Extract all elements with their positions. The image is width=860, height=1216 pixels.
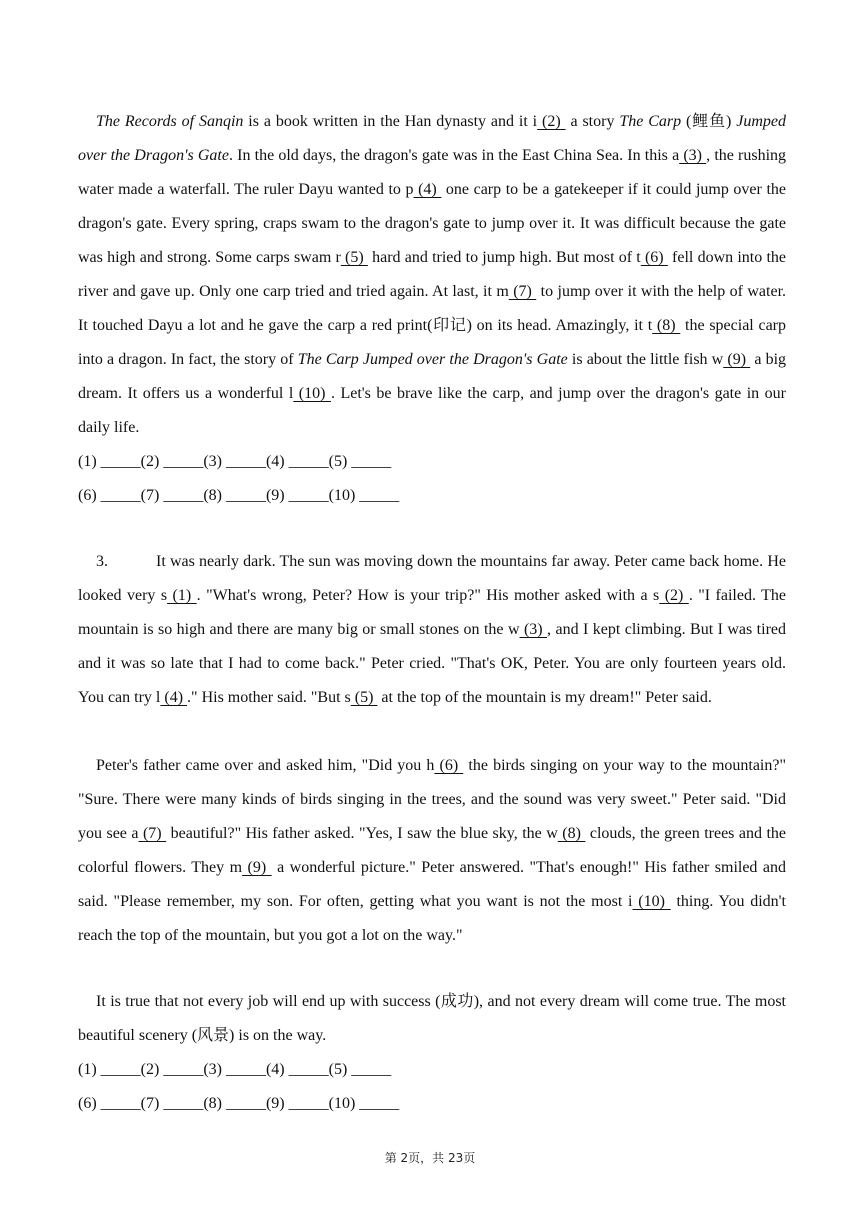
text-run: to jump over it with the help of water. It touched Dayu a lot and he gave the carp a red print(印记) on its head. Amazingly, it t	[78, 283, 787, 334]
text-run: , and I kept climbing. But I was tired and it was so late that I had to come back." Peter cried. "That's OK, Peter. You are only fourteen years old. You can try l	[78, 621, 787, 706]
passage-2-answer-line-1: (1) _____(2) _____(3) _____(4) _____(5) _____	[78, 453, 392, 470]
text-run: . "I failed. The mountain is so high and there are many big or small stones on the w	[78, 587, 787, 638]
answer-blank: (2)	[659, 587, 689, 604]
passage-3-answer-line-2: (6) _____(7) _____(8) _____(9) _____(10) _____	[78, 1095, 400, 1112]
question-number: 3.	[96, 553, 108, 570]
answer-blank: (7)	[138, 825, 167, 842]
answer-blank: (10)	[293, 385, 331, 402]
answer-blank: (8)	[557, 825, 586, 842]
text-run: clouds, the green trees and the colorful flowers. They m	[78, 825, 787, 876]
text-run: beautiful?" His father asked. "Yes, I saw the blue sky, the w	[166, 825, 558, 842]
text-run: the birds singing on your way to the mountain?" "Sure. There were many kinds of birds singing in the trees, and the sound was very sweet." Peter said. "Did you see a	[78, 757, 787, 842]
answer-blank: (7)	[508, 283, 537, 300]
passage-2-paragraph	[78, 105, 786, 445]
answer-blank: (3)	[679, 147, 707, 164]
answer-blank: (5)	[340, 249, 368, 266]
text-run: thing. You didn't reach the top of the mountain, but you got a lot on the way."	[78, 893, 787, 944]
text-run: one carp to be a gatekeeper if it could jump over the dragon's gate. Every spring, craps swam to the dragon's gate to jump over it. It was difficult because the gate was high and strong. Some carps swam r	[78, 181, 786, 266]
text-run: a wonderful picture." Peter answered. "That's enough!" His father smiled and said. "Please remember, my son. For often, getting what you want is not the most i	[78, 859, 786, 910]
text-run: hard and tried to jump high. But most of t	[367, 249, 641, 266]
text-run: . In the old days, the dragon's gate was in the East China Sea. In this a	[228, 147, 680, 164]
answer-blank: (2)	[537, 113, 566, 130]
text-run: . "What's wrong, Peter? How is your trip?" His mother asked with a s	[196, 587, 660, 604]
text-run: the special carp into a dragon. In fact, the story of	[78, 317, 787, 368]
text-run: . Let's be brave like the carp, and jump over the dragon's gate in our daily life.	[78, 385, 786, 436]
text-run: It is true that not every job will end up with success (成功), and not every dream will come true. The most beautiful scenery (风景) is on the way.	[78, 993, 786, 1044]
passage-3-text-2	[78, 757, 786, 944]
text-run: a big dream. It offers us a wonderful l	[78, 351, 787, 402]
passage-2-text	[78, 113, 786, 436]
answer-blank: (4)	[413, 181, 442, 198]
italic-title: Jumped over the Dragon's Gate	[78, 113, 787, 164]
italic-title: The Carp Jumped over the Dragon's Gate	[297, 351, 568, 368]
answer-blank: (9)	[723, 351, 751, 368]
text-run: (鲤鱼)	[681, 113, 737, 130]
answer-blank: (9)	[242, 859, 272, 876]
text-run: fell down into the river and gave up. Only one carp tried and tried again. At last, it m	[78, 249, 787, 300]
answer-blank: (1)	[167, 587, 197, 604]
passage-3-text-1	[78, 553, 786, 706]
italic-title: The Carp	[619, 113, 682, 130]
text-run: Peter's father came over and asked him, "Did you h	[96, 757, 435, 774]
text-run: ." His mother said. "But s	[187, 689, 351, 706]
passage-2-answer-line-2: (6) _____(7) _____(8) _____(9) _____(10) _____	[78, 487, 400, 504]
answer-blank: (4)	[160, 689, 188, 706]
text-run: a story	[565, 113, 620, 130]
italic-title: The Records of Sanqin	[96, 113, 244, 130]
answer-blank: (3)	[519, 621, 548, 638]
text-run: , the rushing water made a waterfall. The ruler Dayu wanted to p	[78, 147, 787, 198]
page-footer: 第 2页，共 23页	[384, 1151, 476, 1165]
passage-3-paragraph-1	[78, 545, 786, 715]
answer-blank: (6)	[640, 249, 668, 266]
text-run: at the top of the mountain is my dream!" Peter said.	[377, 689, 712, 706]
answer-blank: (6)	[434, 757, 464, 774]
passage-3-paragraph-3	[78, 985, 786, 1053]
passage-3-paragraph-2	[78, 749, 786, 953]
answer-blank: (10)	[632, 893, 671, 910]
passage-3-text-3	[78, 993, 786, 1044]
answer-blank: (8)	[652, 317, 681, 334]
text-run: is a book written in the Han dynasty and it i	[243, 113, 538, 130]
answer-blank: (5)	[350, 689, 378, 706]
text-run: is about the little fish w	[567, 351, 724, 368]
text-run: It was nearly dark. The sun was moving down the mountains far away. Peter came back home. He looked very s	[78, 553, 786, 604]
passage-3-answer-line-1: (1) _____(2) _____(3) _____(4) _____(5) _____	[78, 1061, 392, 1078]
